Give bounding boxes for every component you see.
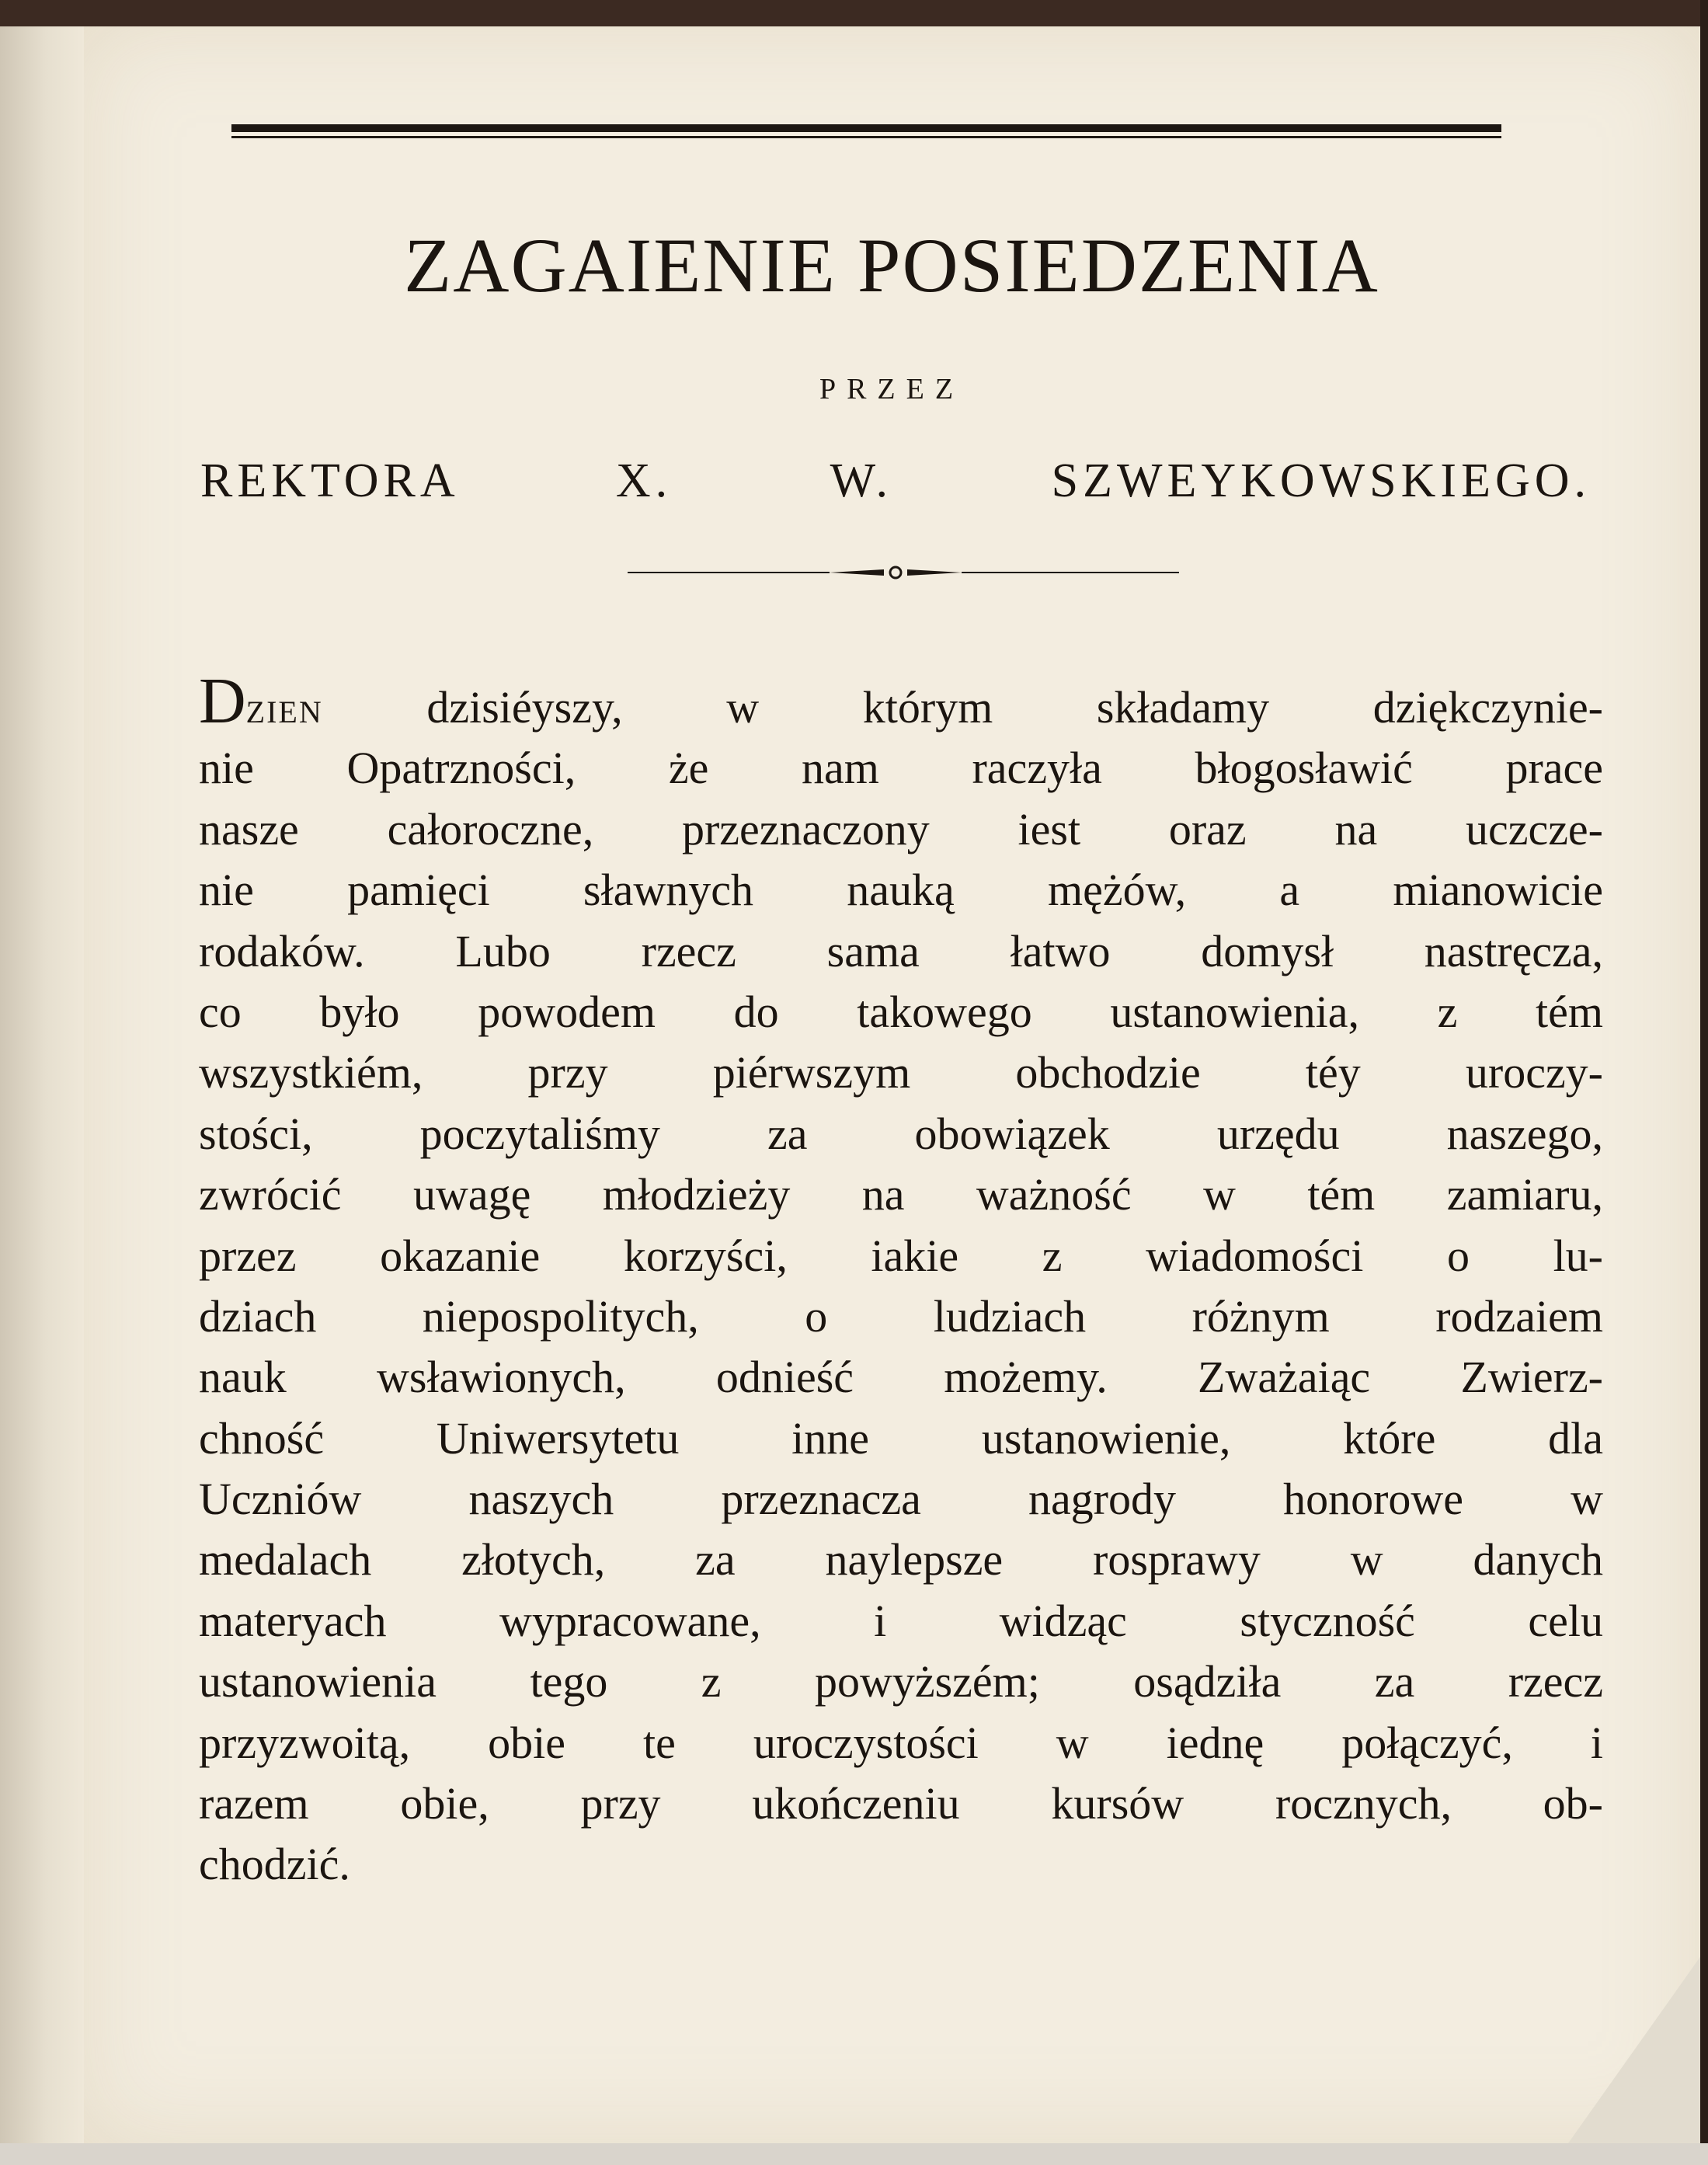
body-paragraph xyxy=(199,665,1604,1895)
header-double-rule xyxy=(231,124,1501,138)
byline-przez: PRZEZ xyxy=(819,373,965,406)
ornamental-rule xyxy=(628,561,1179,584)
text-line: medalach złotych, za naylepsze rosprawy w danych xyxy=(199,1534,1603,1585)
page-corner-fold xyxy=(1568,1957,1700,2143)
text-line: ustanowienia tego z powyższém; osądziła za rzecz xyxy=(199,1656,1603,1707)
scan-bottom-edge xyxy=(0,2143,1708,2165)
text-line: co było powodem do takowego ustanowienia, z tém xyxy=(199,986,1603,1037)
text-line-content: dzisiéyszy, w którym składamy dziękczynie- xyxy=(426,682,1604,733)
text-line: chność Uniwersytetu inne ustanowienie, które dla xyxy=(199,1412,1603,1464)
scan-top-edge xyxy=(0,0,1708,26)
author-line: REKTORA X. W. SZWEYKOWSKIEGO. xyxy=(200,454,1591,507)
scan-right-edge xyxy=(1700,0,1708,2165)
text-line: nie Opatrzności, że nam raczyła błogosławić prace xyxy=(199,743,1603,794)
text-line: materyach wypracowane, i widząc styczność celu xyxy=(199,1595,1603,1646)
text-line: wszystkiém, przy piérwszym obchodzie téy uroczy- xyxy=(199,1047,1603,1098)
book-gutter xyxy=(0,23,84,2152)
drop-cap: D xyxy=(199,665,246,737)
text-line: przez okazanie korzyści, iakie z wiadomości o lu- xyxy=(199,1230,1603,1281)
text-line: zwrócić uwagę młodzieży na ważność w tém zamiaru, xyxy=(199,1169,1603,1220)
text-line: razem obie, przy ukończeniu kursów rocznych, ob- xyxy=(199,1778,1603,1829)
text-line: nasze całoroczne, przeznaczony iest oraz na uczcze- xyxy=(199,803,1603,855)
text-line xyxy=(199,665,1604,738)
text-line: rodaków. Lubo rzecz sama łatwo domysł nastręcza, xyxy=(199,925,1603,976)
text-line: nie pamięci sławnych nauką mężów, a mianowicie xyxy=(199,865,1603,916)
page-title: ZAGAIENIE POSIEDZENIA xyxy=(404,222,1379,308)
text-line: Uczniów naszych przeznacza nagrody honorowe w xyxy=(199,1474,1603,1525)
text-line: stości, poczytaliśmy za obowiązek urzędu naszego, xyxy=(199,1108,1603,1159)
text-line: chodzić. xyxy=(199,1839,350,1890)
text-line: przyzwoitą, obie te uroczystości w iednę połączyć, i xyxy=(199,1717,1603,1768)
text-line: nauk wsławionych, odnieść możemy. Zważaiąc Zwierz- xyxy=(199,1352,1603,1403)
text-line: dziach niepospolitych, o ludziach różnym rodzaiem xyxy=(199,1290,1603,1342)
opening-word: ZIEN xyxy=(245,694,323,729)
page-sheet xyxy=(84,25,1699,2144)
